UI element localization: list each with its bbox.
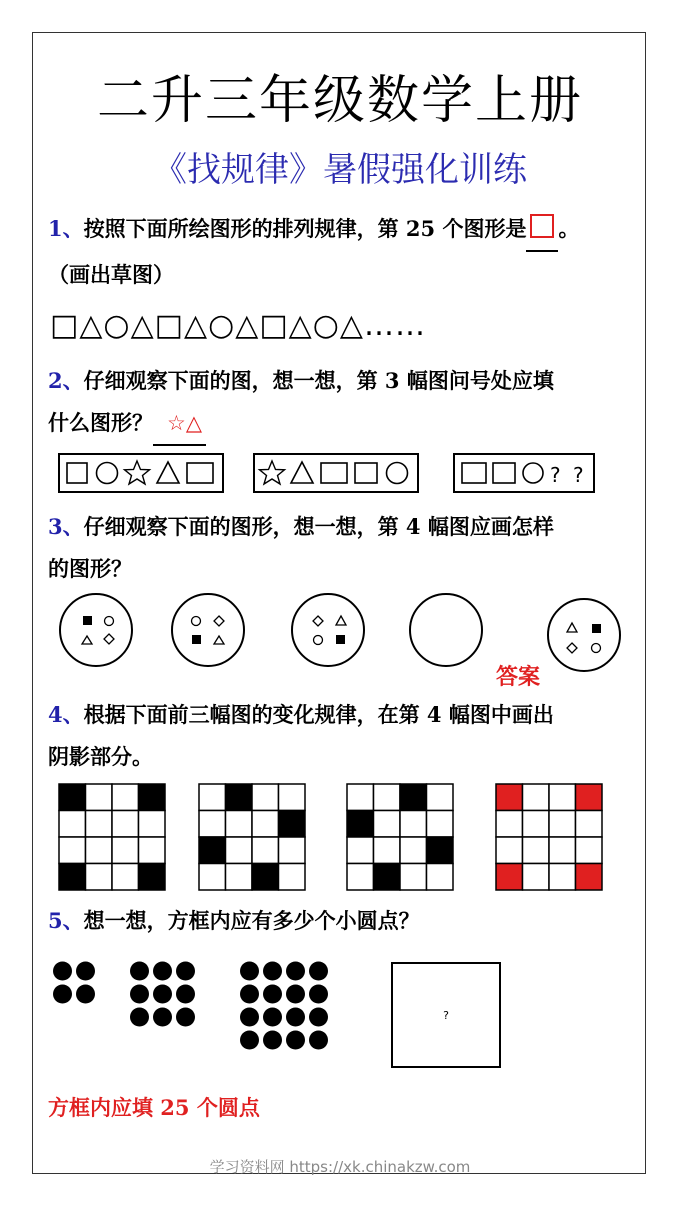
grid-cell <box>59 864 86 891</box>
question-3-number: 3、 <box>48 514 84 539</box>
grid-cell <box>496 864 523 891</box>
dot <box>153 1008 172 1027</box>
question-2-text: 仔细观察下面的图，想一想，第 3 幅图问号处应填 <box>83 368 554 393</box>
grid-cell <box>199 811 226 838</box>
grid-cell <box>400 784 427 811</box>
dot <box>130 962 149 981</box>
pattern-boxes <box>58 452 618 496</box>
question-5-answer: 方框内应填 25 个圆点 <box>48 1095 260 1120</box>
question-2-answer: ☆△ <box>153 402 206 446</box>
grid-cell <box>199 837 226 864</box>
grid-cell <box>279 784 306 811</box>
grid-cell <box>523 864 550 891</box>
dot <box>53 985 72 1004</box>
pattern-box-2 <box>254 454 418 492</box>
square-icon <box>530 214 554 238</box>
grid-cell <box>549 811 576 838</box>
dot <box>130 985 149 1004</box>
dot <box>240 1031 259 1050</box>
question-2 <box>48 360 638 402</box>
grid-cell <box>112 837 139 864</box>
grid-cell <box>427 837 454 864</box>
grid-cell <box>279 837 306 864</box>
page-subtitle: 《找规律》暑假强化训练 <box>153 150 527 190</box>
grid-cell <box>347 811 374 838</box>
grid-cell <box>523 784 550 811</box>
dot <box>53 962 72 981</box>
pattern-box-3 <box>454 454 594 492</box>
dot-patterns <box>50 955 520 1075</box>
grid-cell <box>523 811 550 838</box>
grid-cell <box>347 864 374 891</box>
dot <box>263 962 282 981</box>
grid-cell <box>374 864 401 891</box>
grid-cell <box>112 811 139 838</box>
grid-cell <box>427 864 454 891</box>
grid-cell <box>374 811 401 838</box>
dot <box>153 985 172 1004</box>
dot <box>263 1031 282 1050</box>
question-3-line2: 的图形？ <box>48 556 132 581</box>
grid-cell <box>252 784 279 811</box>
grid-cell <box>400 864 427 891</box>
circle-figures <box>56 592 636 672</box>
grid-cell <box>199 784 226 811</box>
dot <box>286 985 305 1004</box>
grid-cell <box>347 784 374 811</box>
grid-cell <box>279 811 306 838</box>
shading-grid-3 <box>347 784 453 890</box>
grid-cell <box>86 837 113 864</box>
dot <box>309 985 328 1004</box>
dot-group-3 <box>240 962 328 1050</box>
shading-grids <box>58 783 618 893</box>
dot <box>153 962 172 981</box>
page-title: 二升三年级数学上册 <box>96 71 583 131</box>
dot <box>309 962 328 981</box>
question-mark-2: ? <box>573 463 584 487</box>
dot <box>76 985 95 1004</box>
grid-cell <box>86 864 113 891</box>
question-4-line2: 阴影部分。 <box>48 744 153 769</box>
grid-cell <box>199 864 226 891</box>
grid-cell <box>59 837 86 864</box>
grid-cell <box>139 811 166 838</box>
grid-cell <box>86 811 113 838</box>
question-1-number: 1、 <box>48 216 84 241</box>
grid-cell <box>496 837 523 864</box>
dot-group-2 <box>130 962 195 1027</box>
grid-cell <box>576 864 603 891</box>
grid-cell <box>252 811 279 838</box>
question-2-number: 2、 <box>48 368 84 393</box>
grid-cell <box>374 837 401 864</box>
grid-cell <box>279 864 306 891</box>
grid-cell <box>226 811 253 838</box>
grid-cell <box>523 837 550 864</box>
shape-sequence: □△○△□△○△□△○△…… <box>50 308 426 343</box>
question-1: 1、按照下面所绘图形的排列规律，第 25 个图形是 。 <box>48 208 638 252</box>
grid-cell <box>400 837 427 864</box>
dot <box>176 985 195 1004</box>
dot <box>309 1031 328 1050</box>
question-mark-1: ? <box>550 463 561 487</box>
grid-cell <box>576 837 603 864</box>
grid-cell <box>549 864 576 891</box>
grid-cell <box>496 811 523 838</box>
dot <box>263 985 282 1004</box>
grid-cell <box>139 837 166 864</box>
dot <box>130 1008 149 1027</box>
question-4-text: 根据下面前三幅图的变化规律，在第 4 幅图中画出 <box>83 702 554 727</box>
dot <box>240 962 259 981</box>
footer-watermark: 学习资料网 https://xk.chinakzw.com <box>209 1158 471 1176</box>
circle-figure-answer <box>548 599 620 671</box>
grid-cell <box>347 837 374 864</box>
grid-cell <box>226 837 253 864</box>
grid-cell <box>139 864 166 891</box>
question-5-number: 5、 <box>48 908 84 933</box>
dot <box>240 1008 259 1027</box>
grid-cell <box>59 811 86 838</box>
grid-cell <box>374 784 401 811</box>
dot <box>286 1031 305 1050</box>
grid-cell <box>496 784 523 811</box>
grid-cell <box>86 784 113 811</box>
grid-cell <box>139 784 166 811</box>
question-1-note: （画出草图） <box>48 262 174 287</box>
grid-cell <box>252 864 279 891</box>
dot-group-1 <box>53 962 95 1004</box>
shading-grid-4 <box>496 784 602 890</box>
grid-cell <box>576 784 603 811</box>
dot <box>240 985 259 1004</box>
grid-cell <box>59 784 86 811</box>
grid-cell <box>427 811 454 838</box>
shading-grid-1 <box>59 784 165 890</box>
question-5 <box>48 900 638 942</box>
grid-cell <box>549 784 576 811</box>
dot <box>286 962 305 981</box>
pattern-box-1 <box>59 454 223 492</box>
grid-cell <box>112 784 139 811</box>
shading-grid-2 <box>199 784 305 890</box>
question-3 <box>48 506 638 548</box>
grid-cell <box>576 811 603 838</box>
dot <box>176 1008 195 1027</box>
question-4 <box>48 694 638 736</box>
grid-cell <box>427 784 454 811</box>
grid-cell <box>226 784 253 811</box>
circle-figure-3 <box>292 594 364 666</box>
question-1-answer <box>526 208 558 252</box>
question-5-text: 想一想，方框内应有多少个小圆点？ <box>83 908 420 933</box>
dot <box>286 1008 305 1027</box>
grid-cell <box>226 864 253 891</box>
grid-cell <box>400 811 427 838</box>
circle-figure-2 <box>172 594 244 666</box>
grid-cell <box>112 864 139 891</box>
question-4-number: 4、 <box>48 702 84 727</box>
question-2-line2: 什么图形？ ☆△ <box>48 402 638 446</box>
dot <box>309 1008 328 1027</box>
circle-figure-1 <box>60 594 132 666</box>
dot <box>176 962 195 981</box>
answer-box <box>392 963 500 1067</box>
dot <box>76 962 95 981</box>
question-1-text: 按照下面所绘图形的排列规律，第 25 个图形是 <box>83 216 527 241</box>
answer-label: 答案 <box>496 664 541 690</box>
grid-cell <box>252 837 279 864</box>
dot <box>263 1008 282 1027</box>
question-mark: ? <box>443 1009 449 1022</box>
question-3-text: 仔细观察下面的图形，想一想，第 4 幅图应画怎样 <box>83 514 554 539</box>
grid-cell <box>549 837 576 864</box>
circle-figure-4-blank <box>410 594 482 666</box>
